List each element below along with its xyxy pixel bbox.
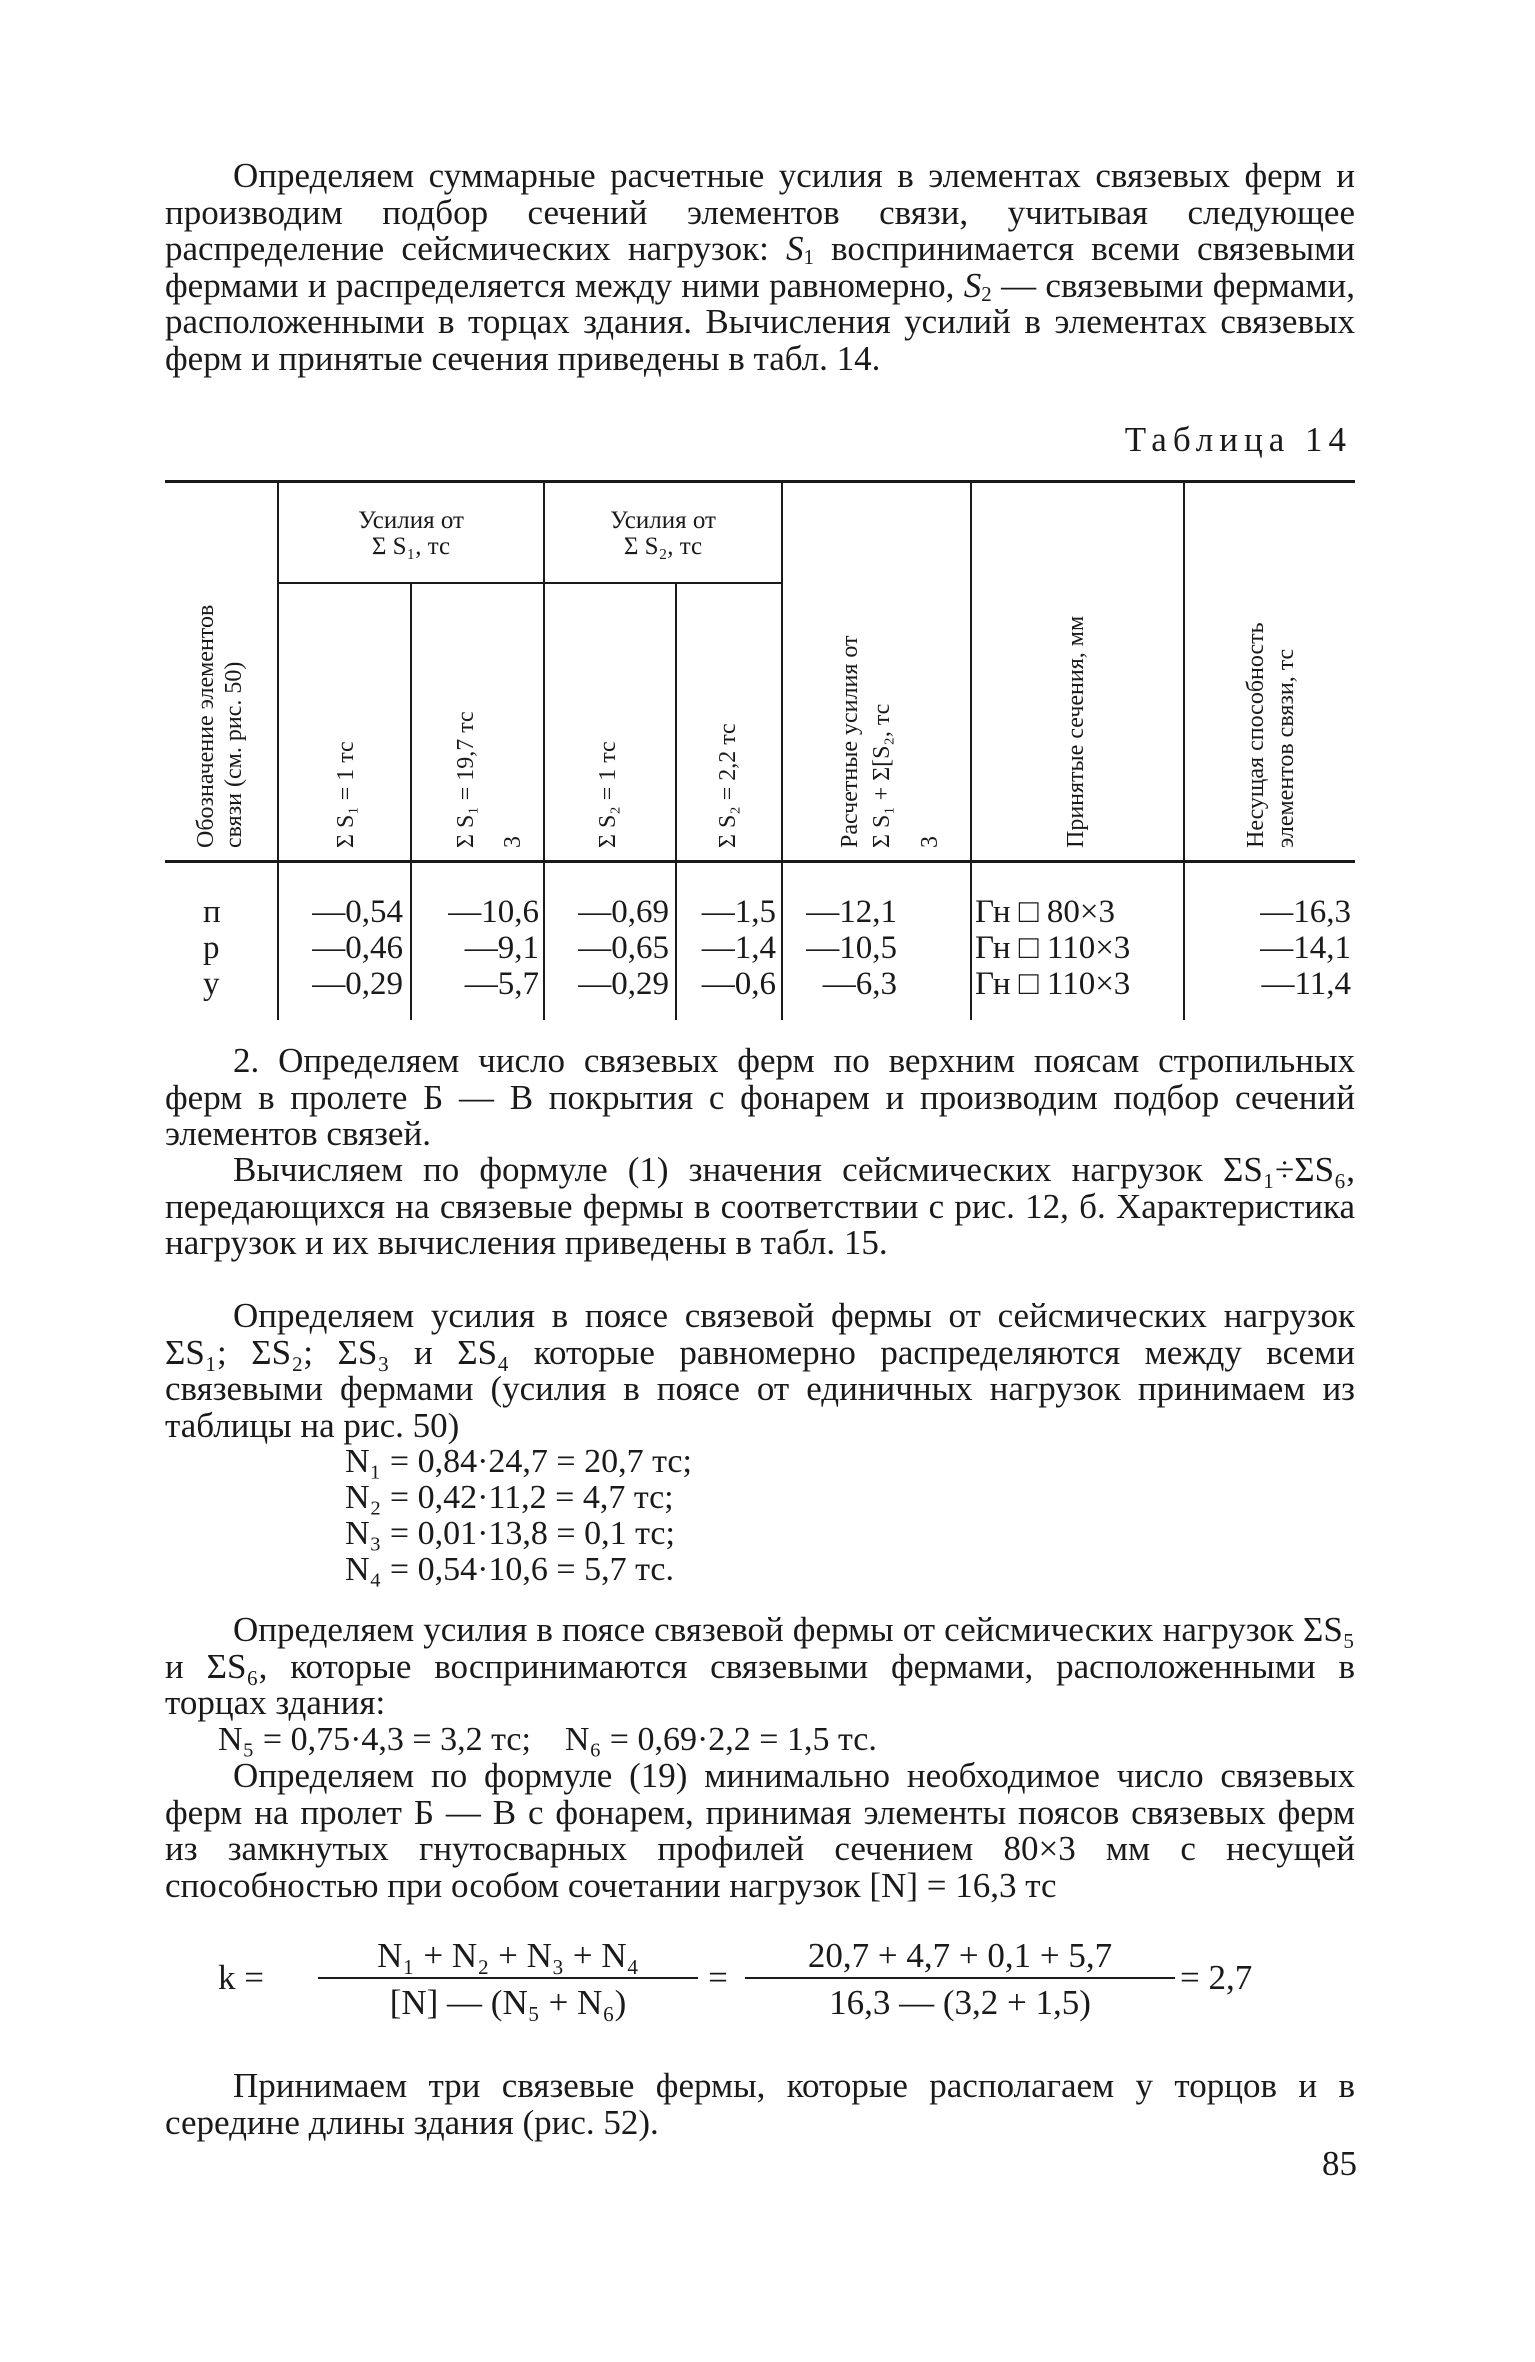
equation-n3: N₃ = 0,01·13,8 = 0,1 тс; bbox=[345, 1515, 675, 1552]
head-capacity-line1: Несущая способность bbox=[1243, 622, 1269, 848]
table-14 bbox=[165, 480, 1355, 1020]
paragraph-5: Определяем усилия в поясе связевой фермы от сейсмических нагрузок ΣS₅ и ΣS₆, которые воспринимаются связевыми фермами, расположенными в торцах здания: bbox=[165, 1610, 1355, 1722]
intro-paragraph: Определяем суммарные расчетные усилия в элементах связевых ферм и производим подбор сечений элементов связи, учитывая следующее распределение сейсмических нагрузок: $S_1$ воспринимается всеми связевыми фермами и распределяется между ними равномерно, $S_2$ — связевыми фермами, расположенными в торцах здания. Вычисления усилий в элементах связевых ферм и принятые сечения приведены в табл. 14. bbox=[165, 156, 1356, 378]
equation-n1: N₁ = 0,84·24,7 = 20,7 тс; bbox=[345, 1443, 692, 1480]
group1-head: Усилия от Σ S₁, тс bbox=[358, 507, 464, 560]
head-capacity-line2: элементов связи, тс bbox=[1273, 648, 1299, 848]
paragraph-6: Определяем по формуле (19) минимально необходимое число связевых ферм на пролет Б — В с фонарем, принимая элементы поясов связевых ферм из замкнутых гнутосварных профилей сечением 80×3 мм с несущей способностью при особом сочетании нагрузок [N] = 16,3 тс bbox=[165, 1756, 1355, 1905]
paragraph-3: Вычисляем по формуле (1) значения сейсмических нагрузок ΣS₁÷ΣS₆, передающихся на связевые фермы в соответствии с рис. 12, б. Характеристика нагрузок и их вычисления приведены в табл. 15. bbox=[165, 1150, 1355, 1262]
group2-head: Усилия от Σ S₂, тс bbox=[610, 507, 716, 560]
head-s1-total: Σ S₁ = 19,7 тс bbox=[453, 711, 479, 848]
head-s2-unit: Σ S₂ = 1 тс bbox=[595, 741, 621, 848]
formula-denominator-numeric: 16,3 — (3,2 + 1,5) bbox=[829, 1983, 1091, 2022]
paragraph-7: Принимаем три связевые фермы, которые располагаем у торцов и в середине длины здания (рис. 52). bbox=[165, 2066, 1355, 2142]
table-top-rule bbox=[165, 480, 1355, 483]
head-calc-line2: Σ S₁ + Σ[S₂, тс bbox=[869, 703, 895, 848]
head-elem-line2: связи (см. рис. 50) bbox=[221, 661, 247, 848]
head-s1-mark: 3 bbox=[500, 836, 526, 848]
table-head-rule bbox=[165, 860, 1355, 863]
head-elem-line1: Обозначение элементов bbox=[193, 604, 219, 848]
paragraph-2: 2. Определяем число связевых ферм по верхним поясам стропильных ферм в пролете Б — В покрытия с фонарем и производим подбор сечений элементов связей. bbox=[165, 1041, 1355, 1153]
equation-n2: N₂ = 0,42·11,2 = 4,7 тс; bbox=[345, 1479, 674, 1516]
head-section: Принятые сечения, мм bbox=[1063, 615, 1089, 848]
formula-denominator-symbolic: [N] — (N₅ + N₆) bbox=[389, 1983, 627, 2022]
table-row: п —0,54 —10,6 —0,69 —1,5 —12,1 Гн □ 80×3 —16,3 bbox=[203, 894, 1351, 930]
table-row: р —0,46 —9,1 —0,65 —1,4 —10,5 Гн □ 110×3 —14,1 bbox=[203, 930, 1351, 966]
formula-numerator-numeric: 20,7 + 4,7 + 0,1 + 5,7 bbox=[807, 1936, 1113, 1975]
table-caption: Таблица 14 bbox=[1124, 420, 1352, 459]
book-page: Определяем суммарные расчетные усилия в элементах связевых ферм и производим подбор сечений элементов связи, учитывая следующее распределение сейсмических нагрузок: $S_1$ воспринимается всеми связевыми фермами и распределяется между ними равномерно, $S_2$ — связевыми фермами, расположенными в торцах здания. Вычисления усилий в элементах связевых ферм и принятые сечения приведены в табл. 14. Таблица 14 Обозначение элементов связи (см. рис. 50) Усилия от Σ S₁, тс Усилия от Σ S₂, тс Σ S₁ = 1 тс Σ S₁ = 19,7 тс 3 Σ S₂ = 1 тс Σ S₂ = 2,2 тс Расчетные усилия от Σ S₁ + Σ[S₂, тс 3 Принятые сечения, мм Несущая способность элементов связи, тс п —0,54 —10,6 —0,69 —1,5 —12,1 Гн □ 80×3 —16,3 р —0,46 —9,1 —0,65 —1,4 —10,5 Гн □ 110×3 —14,1 у —0,29 —5,7 —0,29 —0,6 —6,3 Гн □ 110×3 —11,4 2. Определяем число связевых ферм по верхним поясам стропильных ферм в пролете Б — В покрытия с фонарем и производим подбор сечений элементов связей. Вычисляем по формуле (1) значения сейсмических нагрузок ΣS₁÷ΣS₆, передающихся на связевые фермы в соответствии с рис. 12, б. Характеристика нагрузок и их вычисления приведены в табл. 15. Определяем усилия в поясе связевой фермы от сейсмических нагрузок ΣS₁; ΣS₂; ΣS₃ и ΣS₄ которые равномерно распределяются между всеми связевыми фермами (усилия в поясе от единичных нагрузок принимаем из таблицы на рис. 50) N₁ = 0,84·24,7 = 20,7 тс; N₂ = 0,42·11,2 = 4,7 тс; N₃ = 0,01·13,8 = 0,1 тс; N₄ = 0,54·10,6 = 5,7 тс. Определяем усилия в поясе связевой фермы от сейсмических нагрузок ΣS₅ и ΣS₆, которые воспринимаются связевыми фермами, расположенными в торцах здания: N₅ = 0,75·4,3 = 3,2 тс; N₆ = 0,69·2,2 = 1,5 тс. Определяем по формуле (19) минимально необходимое число связевых ферм на пролет Б — В с фонарем, принимая элементы поясов связевых ферм из замкнутых гнутосварных профилей сечением 80×3 мм с несущей способностью при особом сочетании нагрузок [N] = 16,3 тс k = N₁ + N₂ + N₃ + N₄ [N] — (N₅ + N₆) = 20,7 + 4,7 + 0,1 + 5,7 16,3 — (3,2 + 1,5) = 2,7 Принимаем три связевые фермы, которые располагаем у торцов и в середине длины здания (рис. 52). 85 bbox=[165, 156, 1357, 2183]
formula-result: = 2,7 bbox=[1180, 1958, 1253, 1997]
paragraph-4: Определяем усилия в поясе связевой фермы от сейсмических нагрузок ΣS₁; ΣS₂; ΣS₃ и ΣS₄ которые равномерно распределяются между всеми связевыми фермами (усилия в поясе от единичных нагрузок принимаем из таблицы на рис. 50) bbox=[165, 1296, 1355, 1445]
fraction-bar-2 bbox=[745, 1977, 1175, 1979]
group2-rule bbox=[543, 582, 781, 584]
formula-numerator-symbolic: N₁ + N₂ + N₃ + N₄ bbox=[377, 1936, 639, 1975]
equation-n4: N₄ = 0,54·10,6 = 5,7 тс. bbox=[345, 1551, 674, 1588]
fraction-bar-1 bbox=[318, 1977, 698, 1979]
head-calc-mark: 3 bbox=[917, 836, 943, 848]
head-s1-unit: Σ S₁ = 1 тс bbox=[333, 741, 359, 848]
head-calc-line1: Расчетные усилия от bbox=[837, 635, 863, 848]
table-row: у —0,29 —5,7 —0,29 —0,6 —6,3 Гн □ 110×3 —11,4 bbox=[203, 966, 1351, 1002]
head-s2-total: Σ S₂ = 2,2 тс bbox=[715, 723, 741, 848]
page-number: 85 bbox=[1322, 2144, 1357, 2183]
equation-n5-n6: N₅ = 0,75·4,3 = 3,2 тс; N₆ = 0,69·2,2 = 1,5 тс. bbox=[218, 1721, 877, 1758]
